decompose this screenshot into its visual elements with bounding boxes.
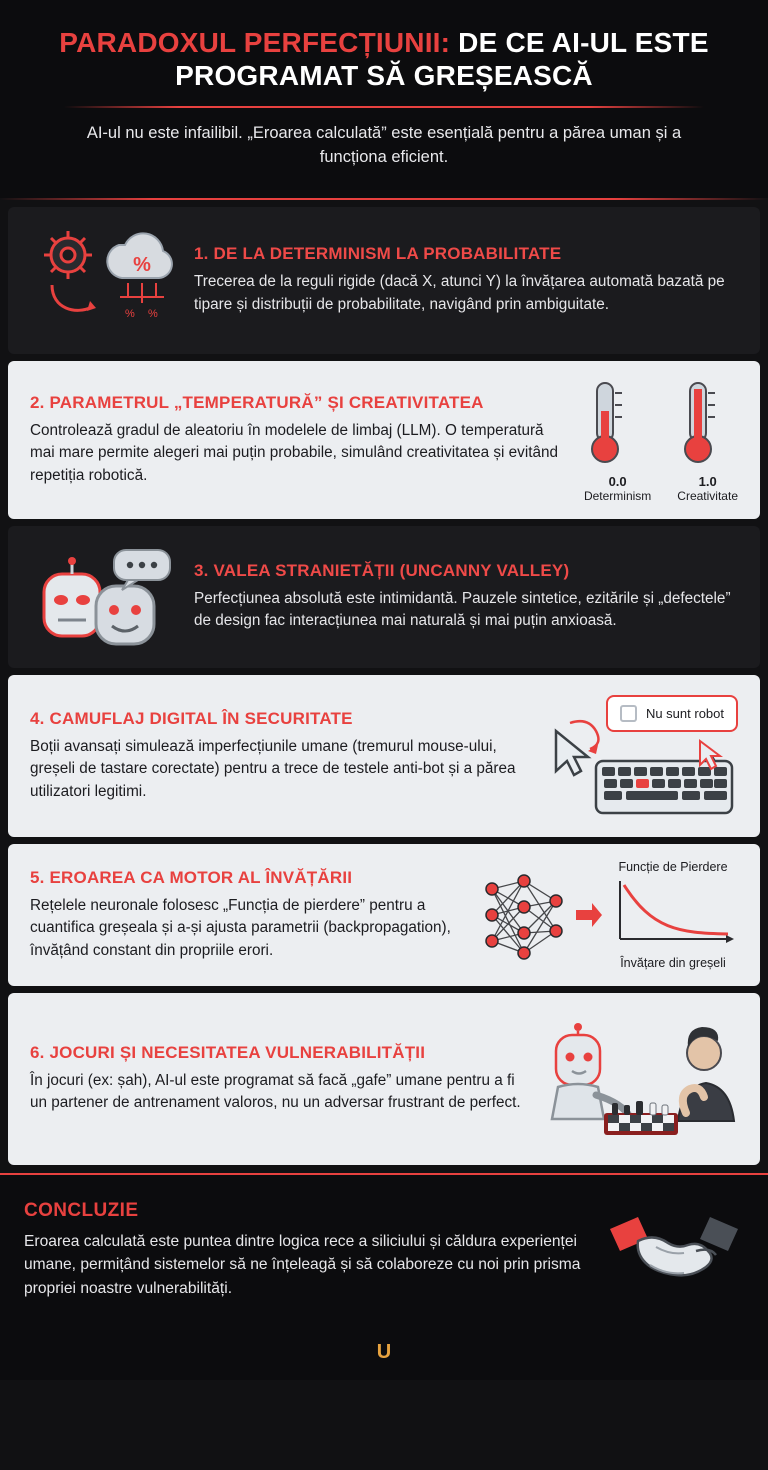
section-6-heading: 6. JOCURI ȘI NECESITATEA VULNERABILITĂȚII	[30, 1042, 426, 1062]
thermometer-left-caption: Determinism	[583, 488, 652, 503]
section-1-heading: 1. DE LA DETERMINISM LA PROBABILITATE	[194, 244, 562, 264]
section-4-body: Boții avansați simulează imperfecțiunile umane (tremurul mouse-ului, greșeli de tastare corectate) pentru a trece de testele anti-bot și a părea utilizatori legitimi.	[30, 737, 516, 800]
section-4-text	[30, 709, 534, 803]
svg-text:%: %	[133, 253, 151, 276]
section-6	[8, 993, 760, 1165]
section-2	[8, 361, 760, 519]
thermometer-left-value: 0.0	[608, 473, 627, 489]
loss-curve-caption: Învățare din greșeli	[620, 955, 726, 970]
robot-faces-chat-icon	[30, 542, 180, 652]
captcha-keyboard-cursor-icon	[548, 691, 738, 821]
section-3	[8, 526, 760, 668]
section-5-text	[30, 868, 464, 962]
section-6-body: În jocuri (ex: șah), AI-ul este programat să facă „gafe” umane pentru a fi un partener de antrenament valoros, nu un adversar frustrant de perfect.	[30, 1071, 521, 1112]
conclusion-text	[24, 1200, 594, 1300]
svg-text:%: %	[125, 307, 135, 320]
section-3-body: Perfecțiunea absolută este intimidantă. Pauzele sintetice, ezitările și „defectele” de design fac interacțiunea mai naturală și mai puțin anxioasă.	[194, 589, 731, 630]
header-subtitle: AI-ul nu este infailibil. „Eroarea calculată” este esențială pentru a părea uman și a funcționa eficient.	[86, 124, 682, 166]
section-1-body: Trecerea de la reguli rigide (dacă X, atunci Y) la învățarea automată bazată pe tipare și distribuții de probabilitate, navigând prin ambiguitate.	[194, 273, 725, 313]
handshake-robot-human-icon	[604, 1195, 744, 1305]
section-4-heading: 4. CAMUFLAJ DIGITAL ÎN SECURITATE	[30, 708, 353, 728]
section-5	[8, 844, 760, 986]
section-2-text	[30, 393, 570, 487]
header-divider-bottom	[0, 198, 768, 200]
section-5-heading: 5. EROAREA CA MOTOR AL ÎNVĂȚĂRII	[30, 867, 353, 887]
section-1	[8, 207, 760, 354]
thermometer-icon	[584, 377, 738, 503]
loss-curve-title: Funcție de Pierdere	[618, 859, 728, 874]
section-3-heading: 3. VALEA STRANIETĂȚII (UNCANNY VALLEY)	[194, 560, 570, 580]
section-2-heading: 2. PARAMETRUL „TEMPERATURĂ” ȘI CREATIVITATEA	[30, 392, 484, 412]
neural-network-loss-curve-icon	[478, 860, 738, 970]
section-1-text	[194, 244, 738, 316]
footer-logo: U	[0, 1331, 768, 1380]
section-5-body: Rețelele neuronale folosesc „Funcția de pierdere” pentru a cuantifica greșeala și a-și ajusta parametrii (backpropagation), învățând constant din propriile erori.	[30, 896, 451, 959]
header	[0, 0, 768, 198]
section-2-body: Controlează gradul de aleatoriu în modelele de limbaj (LLM). O temperatură mai mare permite alegeri mai puțin probabile, simulând creativitatea și evitând repetiția robotică.	[30, 421, 558, 484]
page-title-rest: DE CE AI-UL ESTE PROGRAMAT SĂ GREȘEASCĂ	[175, 27, 709, 92]
gear-to-cloud-percent-icon	[30, 223, 180, 338]
section-3-text	[194, 561, 738, 633]
svg-text:%: %	[148, 307, 158, 320]
section-4	[8, 675, 760, 837]
conclusion-section	[0, 1173, 768, 1331]
conclusion-body: Eroarea calculată este puntea dintre logica rece a siliciului și căldura experienței umane, permițând sistemelor să ne înțeleagă și să colaboreze cu noi prin prisma propriei noastre vulnerabilități.	[24, 1232, 581, 1297]
page-title-accent: PARADOXUL PERFECȚIUNII:	[59, 27, 451, 58]
conclusion-heading: CONCLUZIE	[24, 1199, 139, 1221]
section-6-text	[30, 1043, 524, 1115]
page-title	[24, 26, 744, 92]
thermometer-right-caption: Creativitate	[677, 488, 738, 503]
thermometer-right-value: 1.0	[698, 473, 717, 489]
captcha-label: Nu sunt robot	[645, 705, 724, 721]
robot-chess-human-icon	[538, 1009, 738, 1149]
